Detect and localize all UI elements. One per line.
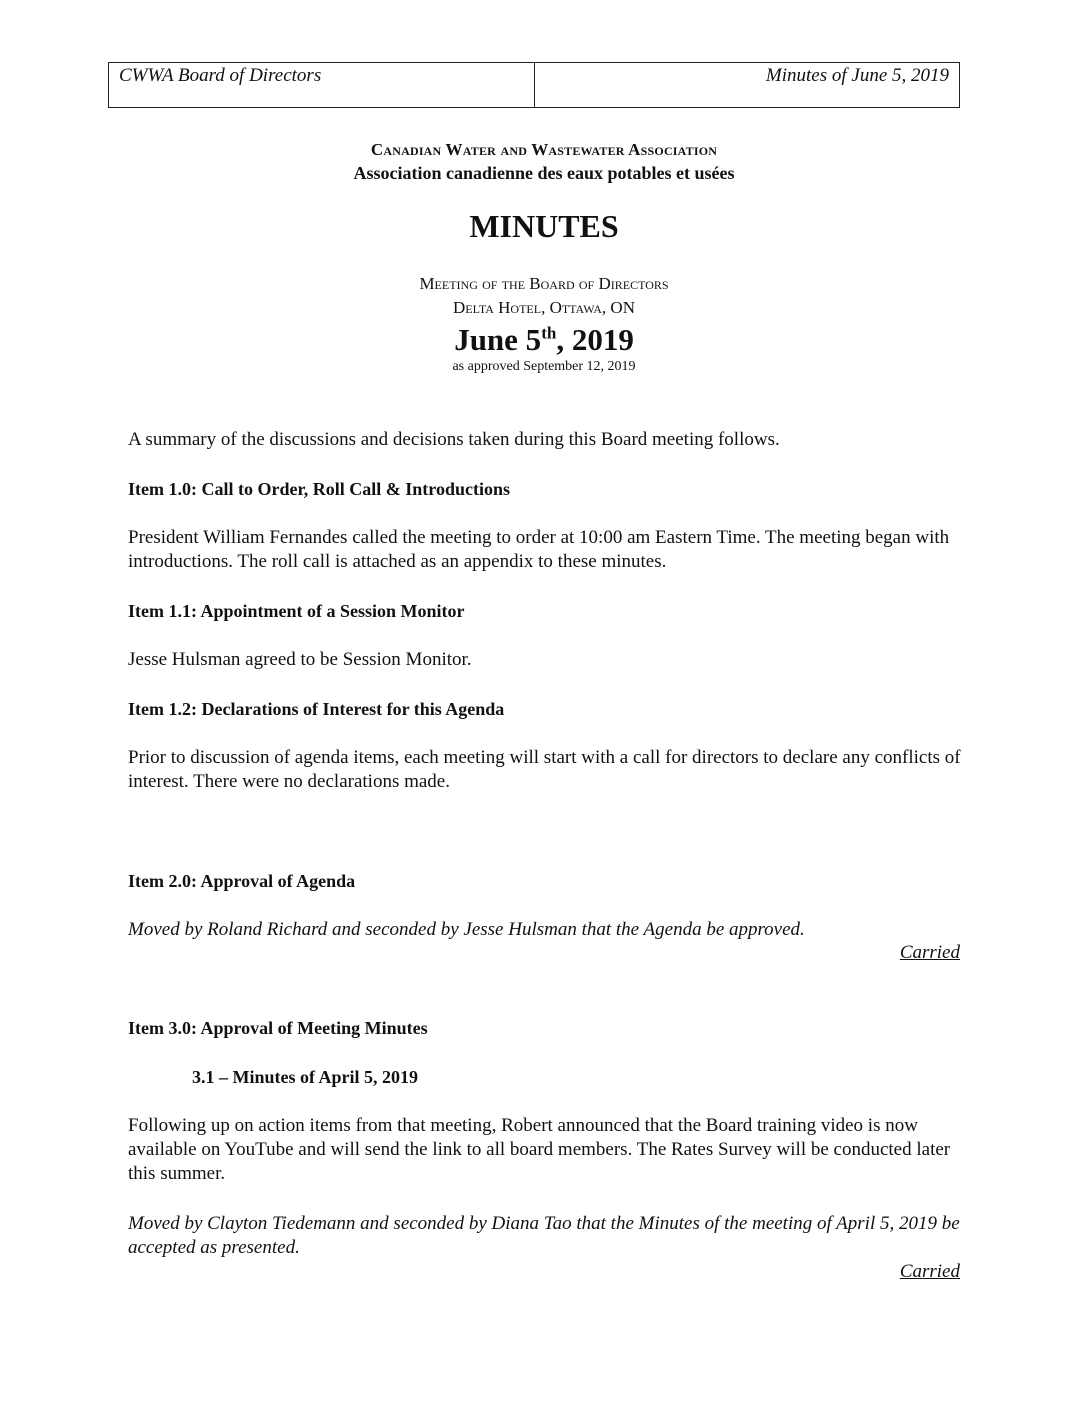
intro-paragraph: A summary of the discussions and decisions taken during this Board meeting follows.	[128, 429, 780, 450]
item-1-2-heading: Item 1.2: Declarations of Interest for this Agenda	[128, 699, 505, 719]
meeting-date-year: , 2019	[556, 322, 634, 357]
header-doc-date: Minutes of June 5, 2019	[765, 65, 949, 86]
meeting-type: Meeting of the Board of Directors	[419, 274, 669, 293]
item-2-0-heading: Item 2.0: Approval of Agenda	[128, 871, 356, 891]
item-2-0-result: Carried	[899, 942, 960, 963]
meeting-date	[0, 322, 1088, 358]
org-name-en: Canadian Water and Wastewater Association	[370, 140, 718, 159]
item-2-0-motion: Moved by Roland Richard and seconded by Jesse Hulsman that the Agenda be approved.	[128, 919, 805, 940]
item-1-0-body: President William Fernandes called the meeting to order at 10:00 am Eastern Time. The meeting began with introductions. The roll call is attached as an appendix to these minutes.	[128, 527, 950, 572]
approval-note: as approved September 12, 2019	[452, 359, 636, 374]
item-3-1-heading: 3.1 – Minutes of April 5, 2019	[192, 1067, 419, 1087]
item-3-1-body: Following up on action items from that meeting, Robert announced that the Board training video is now available on YouTube and will send the link to all board members. The Rates Survey will be conducted later this summer.	[128, 1115, 951, 1184]
item-3-1-result: Carried	[899, 1261, 960, 1282]
meeting-date-suffix: th	[541, 323, 557, 343]
meeting-date-day: June 5	[454, 322, 542, 357]
header-org: CWWA Board of Directors	[109, 63, 535, 107]
item-3-0-heading: Item 3.0: Approval of Meeting Minutes	[128, 1018, 428, 1038]
item-1-0-heading: Item 1.0: Call to Order, Roll Call & Introductions	[128, 479, 510, 499]
page-header	[108, 62, 960, 108]
item-1-1-heading: Item 1.1: Appointment of a Session Monitor	[128, 601, 465, 621]
document-title: MINUTES	[469, 208, 619, 244]
meeting-location: Delta Hotel, Ottawa, ON	[453, 298, 635, 317]
item-3-1-motion: Moved by Clayton Tiedemann and seconded by Diana Tao that the Minutes of the meeting of April 5, 2019 be accepted as presented.	[128, 1213, 960, 1258]
item-1-1-body: Jesse Hulsman agreed to be Session Monitor.	[128, 649, 472, 670]
item-1-2-body: Prior to discussion of agenda items, each meeting will start with a call for directors to declare any conflicts of interest. There were no declarations made.	[128, 747, 961, 792]
org-name-fr: Association canadienne des eaux potables et usées	[353, 163, 735, 183]
